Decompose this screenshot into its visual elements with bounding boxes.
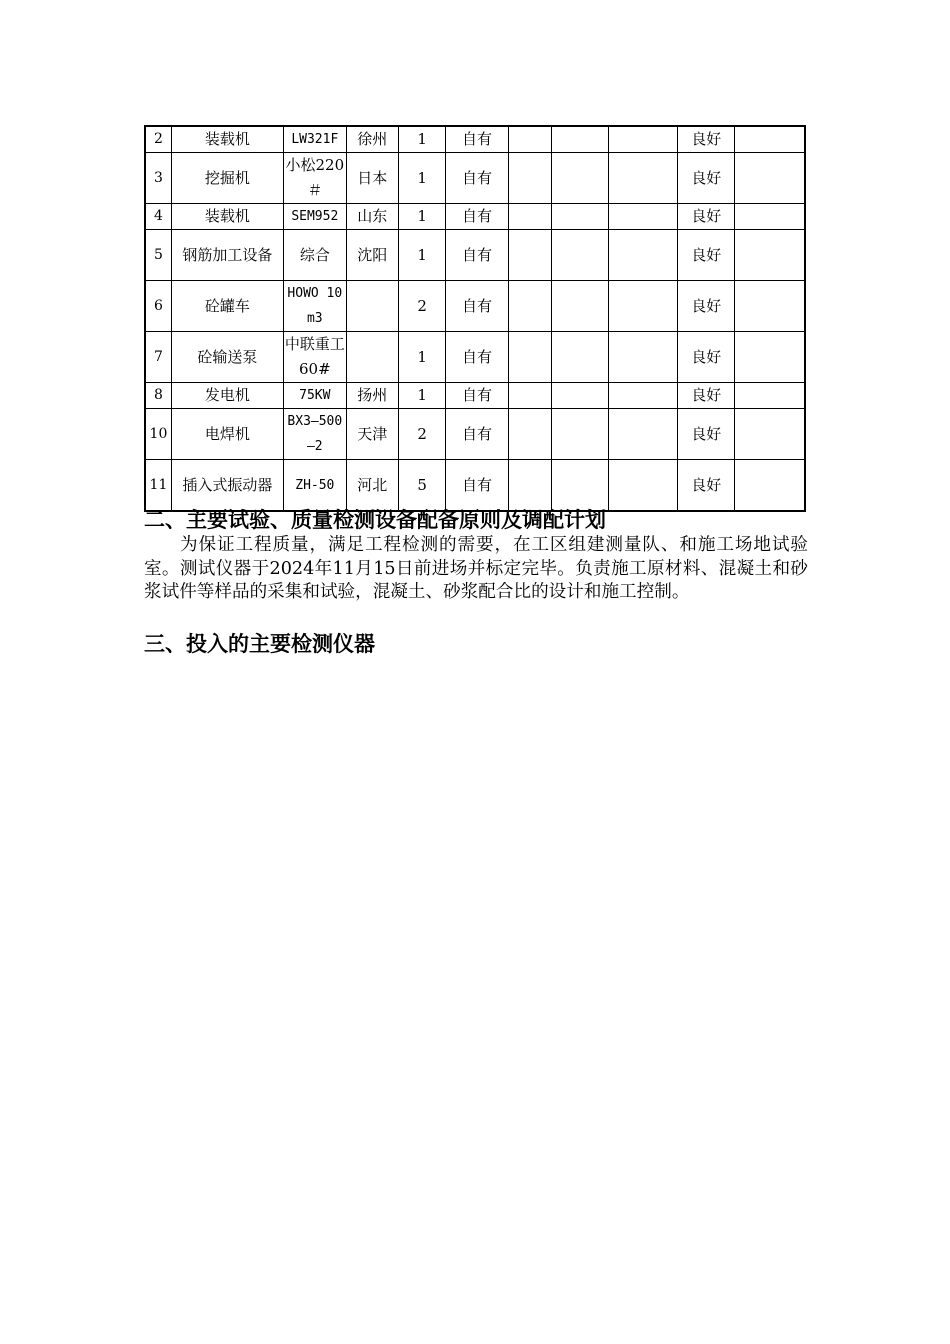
cell-empty xyxy=(735,281,805,332)
cell-empty xyxy=(609,332,678,383)
cell-empty xyxy=(735,230,805,281)
cell-origin: 日本 xyxy=(346,153,398,204)
cell-name: 挖掘机 xyxy=(171,153,283,204)
cell-empty xyxy=(508,332,552,383)
cell-origin: 沈阳 xyxy=(346,230,398,281)
cell-condition: 良好 xyxy=(678,126,735,153)
cell-empty xyxy=(609,204,678,230)
cell-no: 4 xyxy=(145,204,171,230)
cell-name: 砼输送泵 xyxy=(171,332,283,383)
cell-owner: 自有 xyxy=(446,460,508,512)
cell-empty xyxy=(508,230,552,281)
cell-empty xyxy=(552,332,609,383)
cell-model: BX3—500—2 xyxy=(283,409,346,460)
cell-empty xyxy=(735,204,805,230)
cell-no: 10 xyxy=(145,409,171,460)
cell-owner: 自有 xyxy=(446,383,508,409)
cell-empty xyxy=(552,230,609,281)
cell-empty xyxy=(735,460,805,512)
cell-qty: 1 xyxy=(398,153,446,204)
cell-no: 5 xyxy=(145,230,171,281)
cell-no: 11 xyxy=(145,460,171,512)
cell-origin: 河北 xyxy=(346,460,398,512)
cell-model: ZH-50 xyxy=(283,460,346,512)
cell-empty xyxy=(609,153,678,204)
table-row xyxy=(145,460,805,512)
cell-empty xyxy=(735,409,805,460)
table-row xyxy=(145,409,805,460)
cell-owner: 自有 xyxy=(446,281,508,332)
cell-condition: 良好 xyxy=(678,281,735,332)
cell-name: 电焊机 xyxy=(171,409,283,460)
cell-name: 装载机 xyxy=(171,126,283,153)
cell-no: 2 xyxy=(145,126,171,153)
cell-no: 3 xyxy=(145,153,171,204)
cell-empty xyxy=(609,281,678,332)
cell-qty: 1 xyxy=(398,332,446,383)
table-row xyxy=(145,332,805,383)
cell-owner: 自有 xyxy=(446,204,508,230)
cell-empty xyxy=(609,126,678,153)
cell-empty xyxy=(552,383,609,409)
section-paragraph: 为保证工程质量，满足工程检测的需要，在工区组建测量队、和施工场地试验室。测试仪器于2024年11月15日前进场并标定完毕。负责施工原材料、混凝土和砂浆试件等样品的采集和试验，混凝土、砂浆配合比的设计和施工控制。 xyxy=(144,535,808,602)
table-row xyxy=(145,230,805,281)
cell-origin: 徐州 xyxy=(346,126,398,153)
cell-empty xyxy=(508,153,552,204)
cell-model: 中联重工60# xyxy=(283,332,346,383)
cell-name: 钢筋加工设备 xyxy=(171,230,283,281)
cell-name: 装载机 xyxy=(171,204,283,230)
table-row xyxy=(145,204,805,230)
cell-empty xyxy=(508,126,552,153)
cell-owner: 自有 xyxy=(446,332,508,383)
cell-empty xyxy=(508,460,552,512)
cell-condition: 良好 xyxy=(678,332,735,383)
cell-no: 6 xyxy=(145,281,171,332)
cell-empty xyxy=(552,153,609,204)
cell-qty: 1 xyxy=(398,204,446,230)
cell-empty xyxy=(735,153,805,204)
cell-empty xyxy=(735,383,805,409)
cell-name: 砼罐车 xyxy=(171,281,283,332)
cell-empty xyxy=(552,204,609,230)
table-row xyxy=(145,383,805,409)
cell-condition: 良好 xyxy=(678,230,735,281)
cell-empty xyxy=(552,281,609,332)
cell-name: 发电机 xyxy=(171,383,283,409)
cell-owner: 自有 xyxy=(446,153,508,204)
cell-owner: 自有 xyxy=(446,230,508,281)
cell-model: 75KW xyxy=(283,383,346,409)
cell-qty: 2 xyxy=(398,409,446,460)
cell-condition: 良好 xyxy=(678,460,735,512)
cell-condition: 良好 xyxy=(678,383,735,409)
cell-condition: 良好 xyxy=(678,409,735,460)
cell-empty xyxy=(735,332,805,383)
table-row xyxy=(145,153,805,204)
cell-qty: 1 xyxy=(398,126,446,153)
cell-owner: 自有 xyxy=(446,409,508,460)
cell-empty xyxy=(508,409,552,460)
cell-model: 综合 xyxy=(283,230,346,281)
section-heading: 二、主要试验、质量检测设备配备原则及调配计划 xyxy=(144,508,606,532)
cell-owner: 自有 xyxy=(446,126,508,153)
table-row xyxy=(145,126,805,153)
cell-origin: 扬州 xyxy=(346,383,398,409)
cell-empty xyxy=(508,383,552,409)
cell-empty xyxy=(609,409,678,460)
cell-origin: 山东 xyxy=(346,204,398,230)
equipment-table xyxy=(144,125,806,512)
cell-origin xyxy=(346,281,398,332)
cell-condition: 良好 xyxy=(678,204,735,230)
cell-empty xyxy=(735,126,805,153)
cell-condition: 良好 xyxy=(678,153,735,204)
cell-empty xyxy=(609,383,678,409)
cell-no: 7 xyxy=(145,332,171,383)
cell-model: LW321F xyxy=(283,126,346,153)
table-row xyxy=(145,281,805,332)
cell-empty xyxy=(508,204,552,230)
cell-qty: 5 xyxy=(398,460,446,512)
cell-no: 8 xyxy=(145,383,171,409)
cell-origin: 天津 xyxy=(346,409,398,460)
cell-name: 插入式振动器 xyxy=(171,460,283,512)
cell-empty xyxy=(609,460,678,512)
cell-origin xyxy=(346,332,398,383)
cell-empty xyxy=(508,281,552,332)
cell-model: HOWO 10m3 xyxy=(283,281,346,332)
cell-model: 小松220＃ xyxy=(283,153,346,204)
cell-model: SEM952 xyxy=(283,204,346,230)
section-heading: 三、投入的主要检测仪器 xyxy=(144,632,375,656)
cell-qty: 1 xyxy=(398,230,446,281)
cell-empty xyxy=(552,126,609,153)
cell-empty xyxy=(552,460,609,512)
cell-empty xyxy=(552,409,609,460)
cell-qty: 1 xyxy=(398,383,446,409)
cell-qty: 2 xyxy=(398,281,446,332)
cell-empty xyxy=(609,230,678,281)
